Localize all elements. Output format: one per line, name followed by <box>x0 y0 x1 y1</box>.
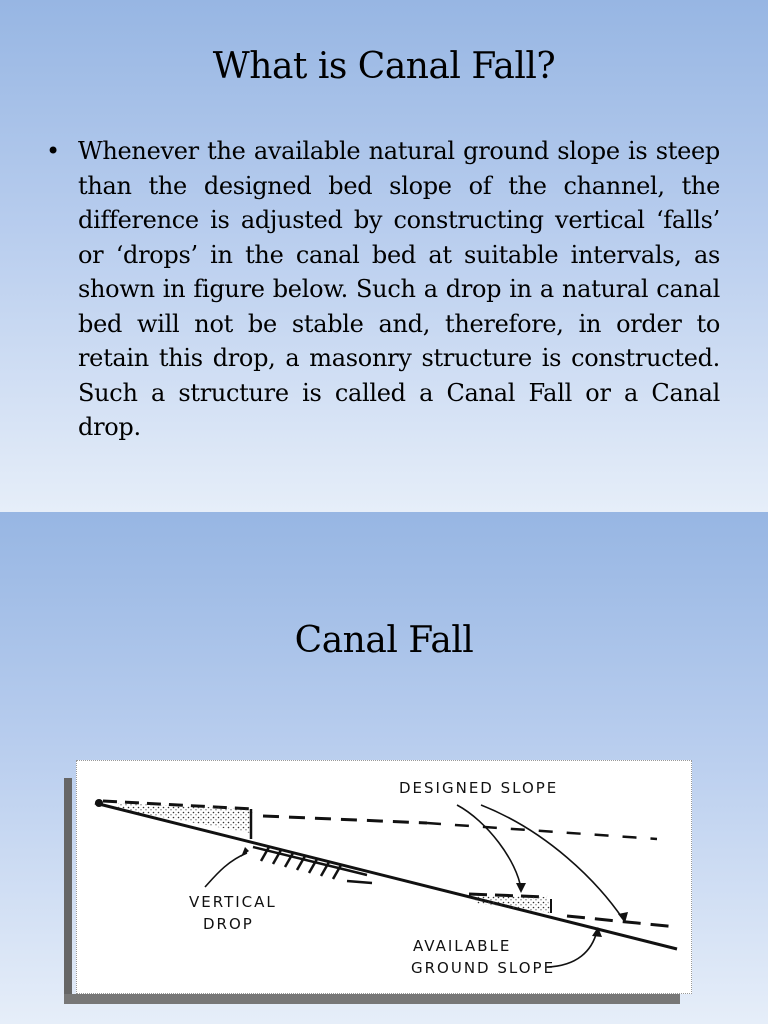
slide-title: Canal Fall <box>294 620 474 661</box>
canal-fall-figure <box>76 760 692 994</box>
start-point <box>95 799 103 807</box>
slide-title: What is Canal Fall? <box>212 46 556 87</box>
available-label: AVAILABLE <box>413 937 512 955</box>
figure-shadow <box>64 778 72 1002</box>
bullet-text: Whenever the available natural ground slope is steep than the designed bed slope of the channel, the difference is adjusted by constructing vertical ‘falls’ or ‘drops’ in the canal bed at suitable intervals, as shown in figure below. Such a drop in a natural canal bed will not be stable and, therefore, in order to retain this drop, a masonry structure is constructed. Such a structure is called a Canal Fall or a Canal drop. <box>78 137 720 441</box>
drop-label: DROP <box>203 915 254 933</box>
ground-slope-line <box>95 803 677 949</box>
designed-slope-label: DESIGNED SLOPE <box>399 779 559 797</box>
fill-wedge-1 <box>117 803 253 833</box>
bullet-marker: • <box>46 137 61 165</box>
designed-slope-segment-3 <box>427 823 657 839</box>
figure-shadow <box>64 994 680 1004</box>
bullet-item <box>44 134 724 445</box>
hatch-masonry <box>253 847 372 883</box>
vertical-label: VERTICAL <box>189 893 277 911</box>
canal-fall-diagram <box>77 761 691 993</box>
arrow-to-drop <box>205 853 247 887</box>
fill-wedge-2 <box>475 895 551 913</box>
designed-slope-segment-2 <box>263 816 427 823</box>
arrow-to-slope-1 <box>457 805 521 889</box>
ground-slope-label: GROUND SLOPE <box>411 959 556 977</box>
